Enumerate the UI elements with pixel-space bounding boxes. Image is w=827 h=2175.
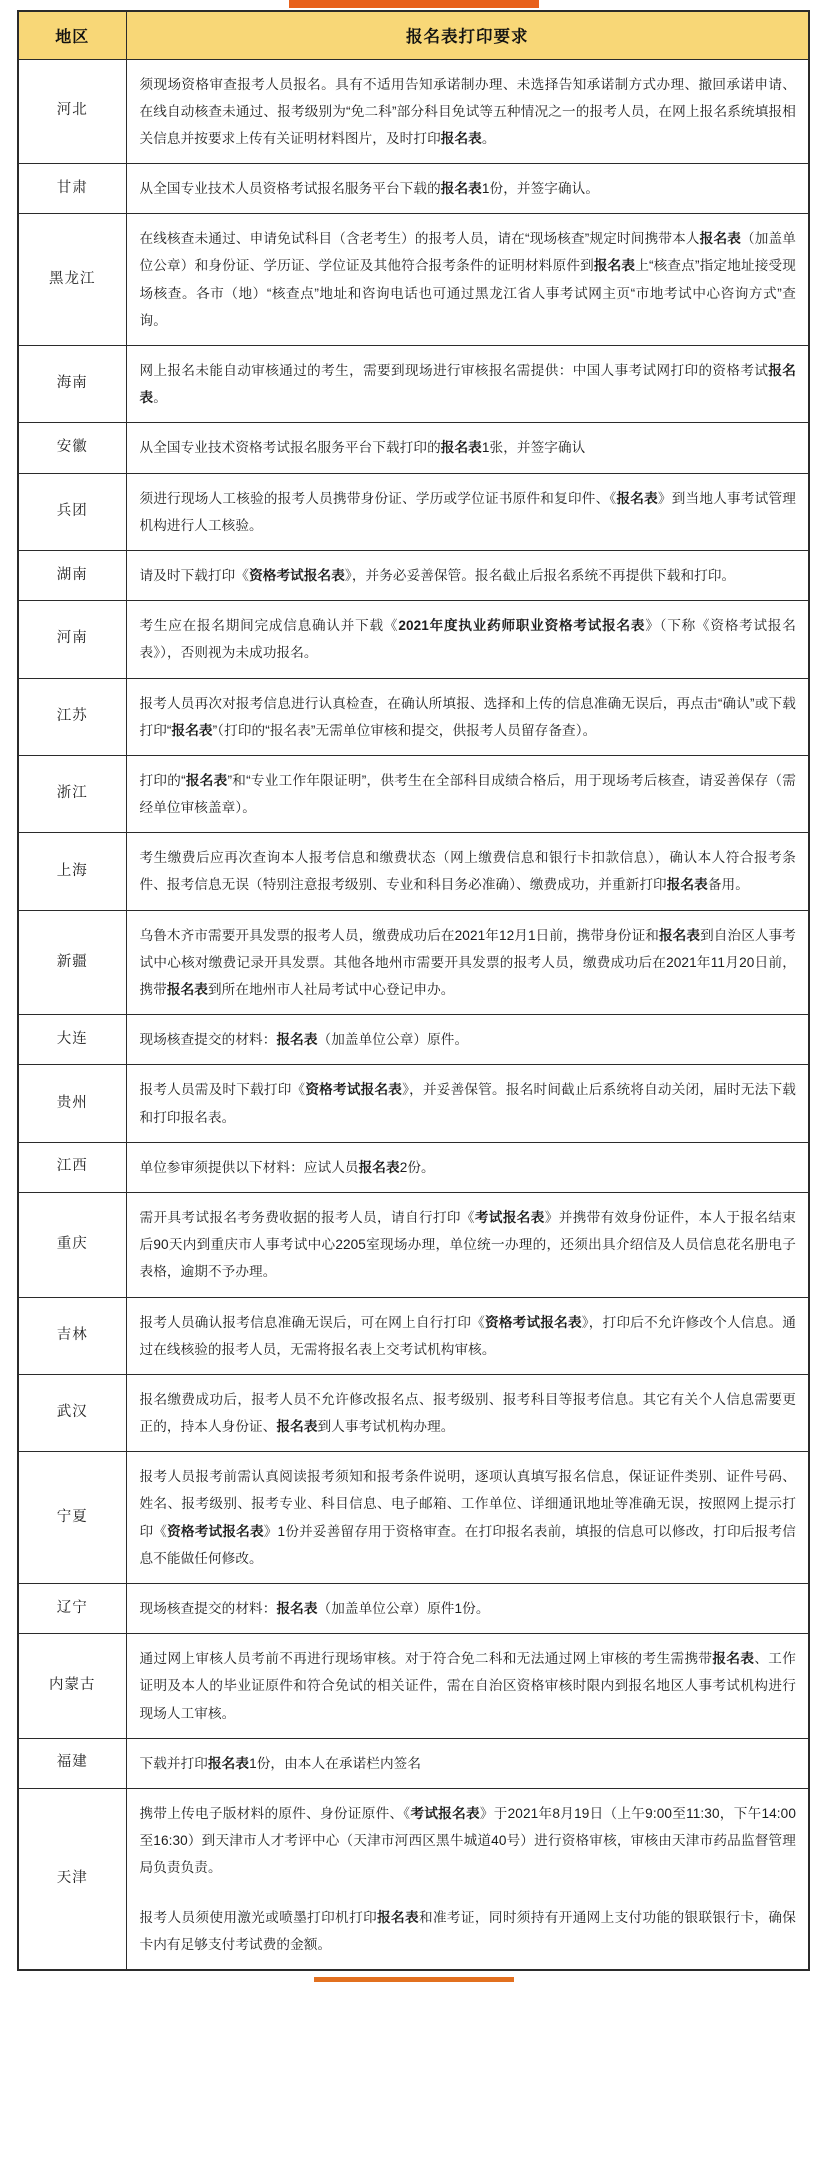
region-cell: 天津 — [18, 1788, 126, 1969]
region-cell: 黑龙江 — [18, 214, 126, 346]
region-cell: 河北 — [18, 59, 126, 164]
requirement-paragraph: 须现场资格审查报考人员报名。具有不适用告知承诺制办理、未选择告知承诺制方式办理、撤回承诺申请、在线自动核查未通过、报考级别为“免二科”部分科目免试等五种情况之一的报考人员，在网上报名系统填报相关信息并按要求上传有关证明材料图片，及时打印报名表。 — [139, 76, 796, 146]
table-row — [18, 473, 809, 550]
requirement-cell — [126, 1142, 809, 1192]
requirement-paragraph: 在线核查未通过、申请免试科目（含老考生）的报考人员，请在“现场核查”规定时间携带本人报名表（加盖单位公章）和身份证、学历证、学位证及其他符合报考条件的证明材料原件到报名表上“核查点”指定地址接受现场核查。各市（地）“核查点”地址和咨询电话也可通过黑龙江省人事考试网主页“市地考试中心咨询方式”查询。 — [139, 231, 796, 328]
table-row — [18, 164, 809, 214]
requirement-cell — [126, 473, 809, 550]
requirements-table — [17, 10, 810, 1971]
region-cell: 内蒙古 — [18, 1634, 126, 1739]
requirement-cell — [126, 164, 809, 214]
table-row — [18, 601, 809, 678]
table-row — [18, 755, 809, 832]
table-header — [18, 11, 809, 59]
requirement-paragraph: 携带上传电子版材料的原件、身份证原件、《考试报名表》于2021年8月19日（上午9:00至11:30，下午14:00至16:30）到天津市人才考评中心（天津市河西区黑牛城道40号）进行资格审核，审核由天津市药品监督管理局负责负责。 — [139, 1805, 796, 1876]
region-cell: 河南 — [18, 601, 126, 678]
region-cell: 江苏 — [18, 678, 126, 755]
region-cell: 重庆 — [18, 1192, 126, 1297]
requirement-cell — [126, 1738, 809, 1788]
requirement-cell — [126, 755, 809, 832]
region-cell: 浙江 — [18, 755, 126, 832]
requirement-paragraph: 请及时下载打印《资格考试报名表》，并务必妥善保管。报名截止后报名系统不再提供下载和打印。 — [139, 567, 736, 583]
column-header-requirement: 报名表打印要求 — [126, 11, 809, 59]
requirement-cell — [126, 1452, 809, 1584]
requirement-paragraph: 现场核查提交的材料：报名表（加盖单位公章）原件。 — [139, 1032, 469, 1048]
region-cell: 新疆 — [18, 910, 126, 1015]
region-cell: 贵州 — [18, 1065, 126, 1142]
requirement-cell — [126, 1192, 809, 1297]
table-row — [18, 833, 809, 910]
table-row — [18, 1452, 809, 1584]
requirement-paragraph: 报考人员确认报考信息准确无误后，可在网上自行打印《资格考试报名表》，打印后不允许修改个人信息。通过在线核验的报考人员，无需将报名表上交考试机构审核。 — [139, 1314, 796, 1357]
table-row — [18, 1297, 809, 1374]
accent-bar-bottom-wrap — [0, 1971, 827, 1982]
table-row — [18, 1634, 809, 1739]
requirement-paragraph: 考生缴费后应再次查询本人报考信息和缴费状态（网上缴费信息和银行卡扣款信息），确认本人符合报考条件、报考信息无误（特别注意报考级别、专业和科目务必准确）、缴费成功，并重新打印报名表备用。 — [139, 850, 796, 893]
table-row — [18, 1374, 809, 1451]
table-header-row — [18, 11, 809, 59]
region-cell: 湖南 — [18, 550, 126, 600]
region-cell: 江西 — [18, 1142, 126, 1192]
region-cell: 辽宁 — [18, 1584, 126, 1634]
region-cell: 福建 — [18, 1738, 126, 1788]
region-cell: 武汉 — [18, 1374, 126, 1451]
table-body — [18, 59, 809, 1970]
requirement-cell — [126, 1788, 809, 1969]
requirement-paragraph: 单位参审须提供以下材料：应试人员报名表2份。 — [139, 1159, 435, 1175]
requirement-cell — [126, 833, 809, 910]
requirement-cell — [126, 1065, 809, 1142]
requirement-paragraph: 打印的“报名表”和“专业工作年限证明”，供考生在全部科目成绩合格后，用于现场考后核查，请妥善保存（需经单位审核盖章）。 — [139, 772, 796, 816]
table-row — [18, 550, 809, 600]
requirement-paragraph: 报考人员报考前需认真阅读报考须知和报考条件说明，逐项认真填写报名信息，保证证件类别、证件号码、姓名、报考级别、报考专业、科目信息、电子邮箱、工作单位、详细通讯地址等准确无误，按照网上提示打印《资格考试报名表》1份并妥善留存用于资格审查。在打印报名表前，填报的信息可以修改，打印后报考信息不能做任何修改。 — [139, 1469, 796, 1566]
requirement-cell — [126, 1374, 809, 1451]
table-row — [18, 1142, 809, 1192]
region-cell: 安徽 — [18, 423, 126, 473]
requirement-cell — [126, 678, 809, 755]
requirement-cell — [126, 550, 809, 600]
requirement-paragraph: 需开具考试报名考务费收据的报考人员，请自行打印《考试报名表》并携带有效身份证件，本人于报名结束后90天内到重庆市人事考试中心2205室现场办理，单位统一办理的，还须出具介绍信及人员信息花名册电子表格，逾期不予办理。 — [139, 1209, 796, 1280]
requirement-paragraph: 考生应在报名期间完成信息确认并下载《2021年度执业药师职业资格考试报名表》（下称《资格考试报名表》），否则视为未成功报名。 — [139, 618, 796, 661]
requirement-paragraph: 从全国专业技术资格考试报名服务平台下载打印的报名表1张，并签字确认 — [139, 440, 586, 456]
table-row — [18, 423, 809, 473]
table-row — [18, 1738, 809, 1788]
requirement-paragraph: 现场核查提交的材料：报名表（加盖单位公章）原件1份。 — [139, 1601, 490, 1616]
region-cell: 吉林 — [18, 1297, 126, 1374]
region-cell: 兵团 — [18, 473, 126, 550]
requirement-cell — [126, 1584, 809, 1634]
requirement-paragraph: 报考人员需及时下载打印《资格考试报名表》，并妥善保管。报名时间截止后系统将自动关闭，届时无法下载和打印报名表。 — [139, 1082, 796, 1125]
requirement-paragraph: 乌鲁木齐市需要开具发票的报考人员，缴费成功后在2021年12月1日前，携带身份证和报名表到自治区人事考试中心核对缴费记录开具发票。其他各地州市需要开具发票的报考人员，缴费成功后在2021年11月20日前，携带报名表到所在地州市人社局考试中心登记申办。 — [139, 927, 796, 997]
region-cell: 大连 — [18, 1015, 126, 1065]
table-row — [18, 678, 809, 755]
accent-bar-bottom — [314, 1977, 514, 1982]
table-row — [18, 1788, 809, 1969]
requirement-cell — [126, 214, 809, 346]
region-cell: 上海 — [18, 833, 126, 910]
table-row — [18, 1015, 809, 1065]
requirement-cell — [126, 346, 809, 423]
table-row — [18, 1065, 809, 1142]
requirement-cell — [126, 1297, 809, 1374]
requirement-cell — [126, 1634, 809, 1739]
requirement-paragraph: 通过网上审核人员考前不再进行现场审核。对于符合免二科和无法通过网上审核的考生需携带报名表、工作证明及本人的毕业证原件和符合免试的相关证件，需在自治区资格审核时限内到报名地区人事考试机构进行现场人工审核。 — [139, 1651, 796, 1721]
requirement-paragraph: 下载并打印报名表1份，由本人在承诺栏内签名 — [139, 1755, 422, 1771]
requirement-paragraph: 报考人员须使用激光或喷墨打印机打印报名表和准考证，同时须持有开通网上支付功能的银联银行卡，确保卡内有足够支付考试费的金额。 — [139, 1909, 796, 1952]
accent-bar-top — [289, 0, 539, 8]
table-row — [18, 1584, 809, 1634]
requirement-paragraph: 从全国专业技术人员资格考试报名服务平台下载的报名表1份，并签字确认。 — [139, 181, 600, 197]
region-cell: 宁夏 — [18, 1452, 126, 1584]
requirement-paragraph: 网上报名未能自动审核通过的考生，需要到现场进行审核报名需提供：中国人事考试网打印的资格考试报名表。 — [139, 363, 796, 406]
region-cell: 海南 — [18, 346, 126, 423]
accent-bar-top-wrap — [0, 0, 827, 10]
requirement-paragraph: 报考人员再次对报考信息进行认真检查，在确认所填报、选择和上传的信息准确无误后，再点击“确认”或下载打印“报名表”（打印的“报名表”无需单位审核和提交，供报考人员留存备查）。 — [139, 695, 796, 738]
region-cell: 甘肃 — [18, 164, 126, 214]
column-header-region: 地区 — [18, 11, 126, 59]
table-row — [18, 59, 809, 164]
requirement-cell — [126, 601, 809, 678]
requirement-cell — [126, 910, 809, 1015]
requirement-paragraph: 报名缴费成功后，报考人员不允许修改报名点、报考级别、报考科目等报考信息。其它有关个人信息需要更正的，持本人身份证、报名表到人事考试机构办理。 — [139, 1391, 796, 1435]
table-row — [18, 214, 809, 346]
requirement-paragraph: 须进行现场人工核验的报考人员携带身份证、学历或学位证书原件和复印件、《报名表》到当地人事考试管理机构进行人工核验。 — [139, 490, 796, 533]
table-row — [18, 346, 809, 423]
table-row — [18, 910, 809, 1015]
table-row — [18, 1192, 809, 1297]
requirement-cell — [126, 423, 809, 473]
requirement-cell — [126, 59, 809, 164]
requirement-cell — [126, 1015, 809, 1065]
